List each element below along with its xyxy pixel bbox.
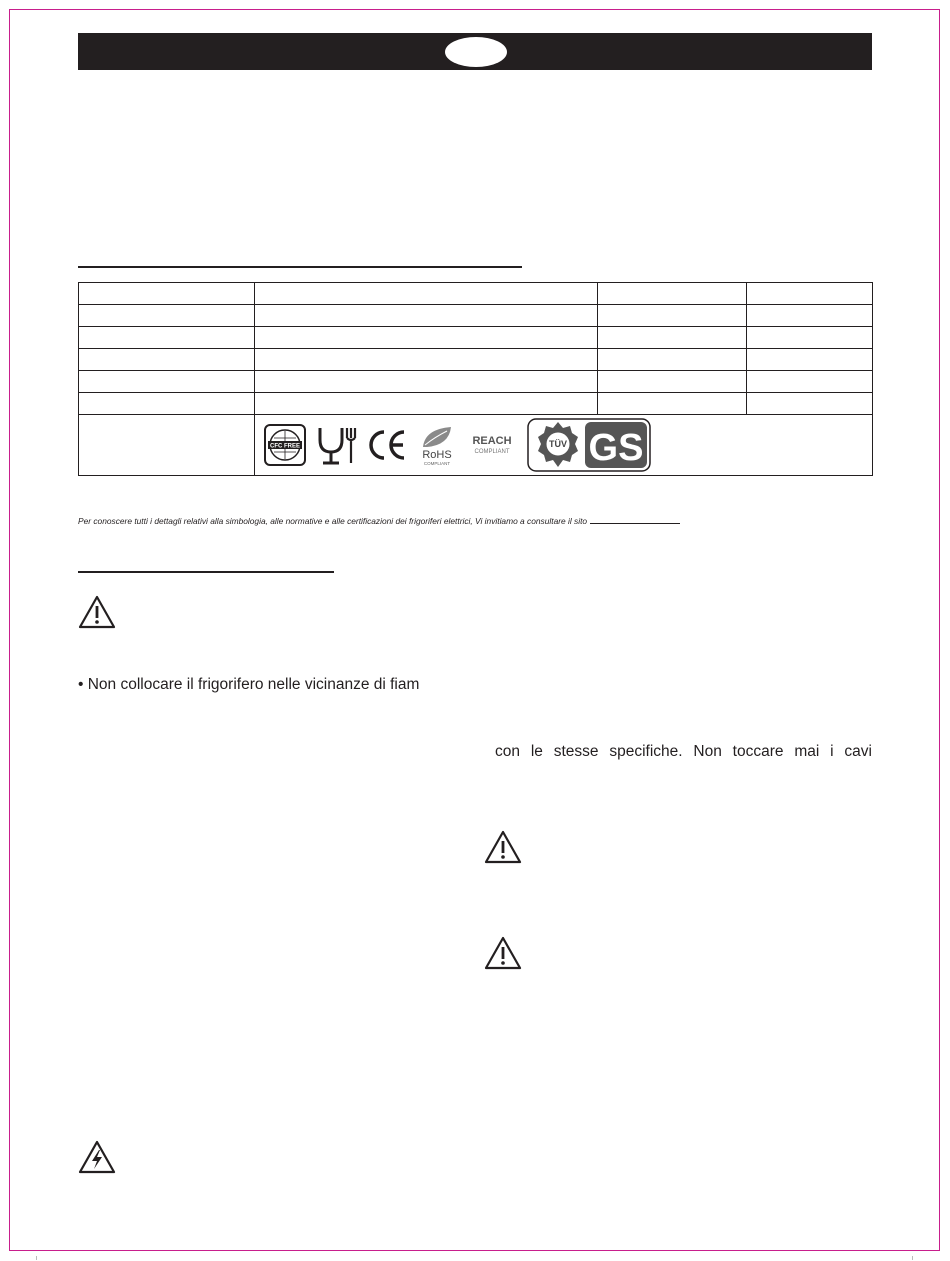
warning-icon — [77, 594, 117, 630]
certification-row — [79, 415, 873, 476]
tuv-gs-icon — [527, 418, 651, 472]
footnote — [78, 515, 872, 526]
reach-label: REACH — [472, 435, 512, 447]
spec-table — [78, 282, 873, 476]
rohs-icon — [417, 423, 457, 467]
certification-logos — [255, 418, 872, 472]
table-row — [79, 305, 873, 327]
electric-hazard-icon — [77, 1139, 117, 1175]
rohs-label: RoHS — [422, 449, 452, 461]
reach-icon — [467, 430, 517, 460]
footnote-text: Per conoscere tutti i dettagli relativi alla simbologia, alle normative e alle certificazioni dei frigoriferi elettrici, Vi invitiamo a consultare il sito — [78, 516, 588, 526]
reach-sub-label: COMPLIANT — [474, 449, 510, 455]
section-rule-specs — [78, 266, 522, 268]
table-row — [79, 283, 873, 305]
gs-label: GS — [588, 427, 644, 469]
crop-mark — [36, 1256, 37, 1260]
footnote-link-blank — [590, 515, 680, 524]
warning-icon — [483, 829, 523, 865]
table-row — [79, 349, 873, 371]
rohs-sub-label: COMPLIANT — [423, 461, 451, 466]
cfc-free-icon — [263, 423, 307, 467]
warning-icon — [483, 935, 523, 971]
table-row — [79, 371, 873, 393]
page-number-pill — [445, 37, 507, 67]
warning-text-2: con le stesse specifiche. Non toccare mai i cavi — [495, 743, 872, 760]
table-row — [79, 393, 873, 415]
page-frame — [9, 9, 940, 1251]
cfc-free-label: CFC FREE — [270, 443, 300, 450]
section-rule-safety — [78, 571, 334, 573]
tuv-label: TÜV — [549, 439, 567, 449]
ce-mark-icon — [367, 428, 407, 462]
warning-text-1: • Non collocare il frigorifero nelle vicinanze di fiam — [78, 676, 420, 693]
food-safe-icon — [317, 424, 357, 466]
table-row — [79, 327, 873, 349]
crop-mark — [912, 1256, 913, 1260]
